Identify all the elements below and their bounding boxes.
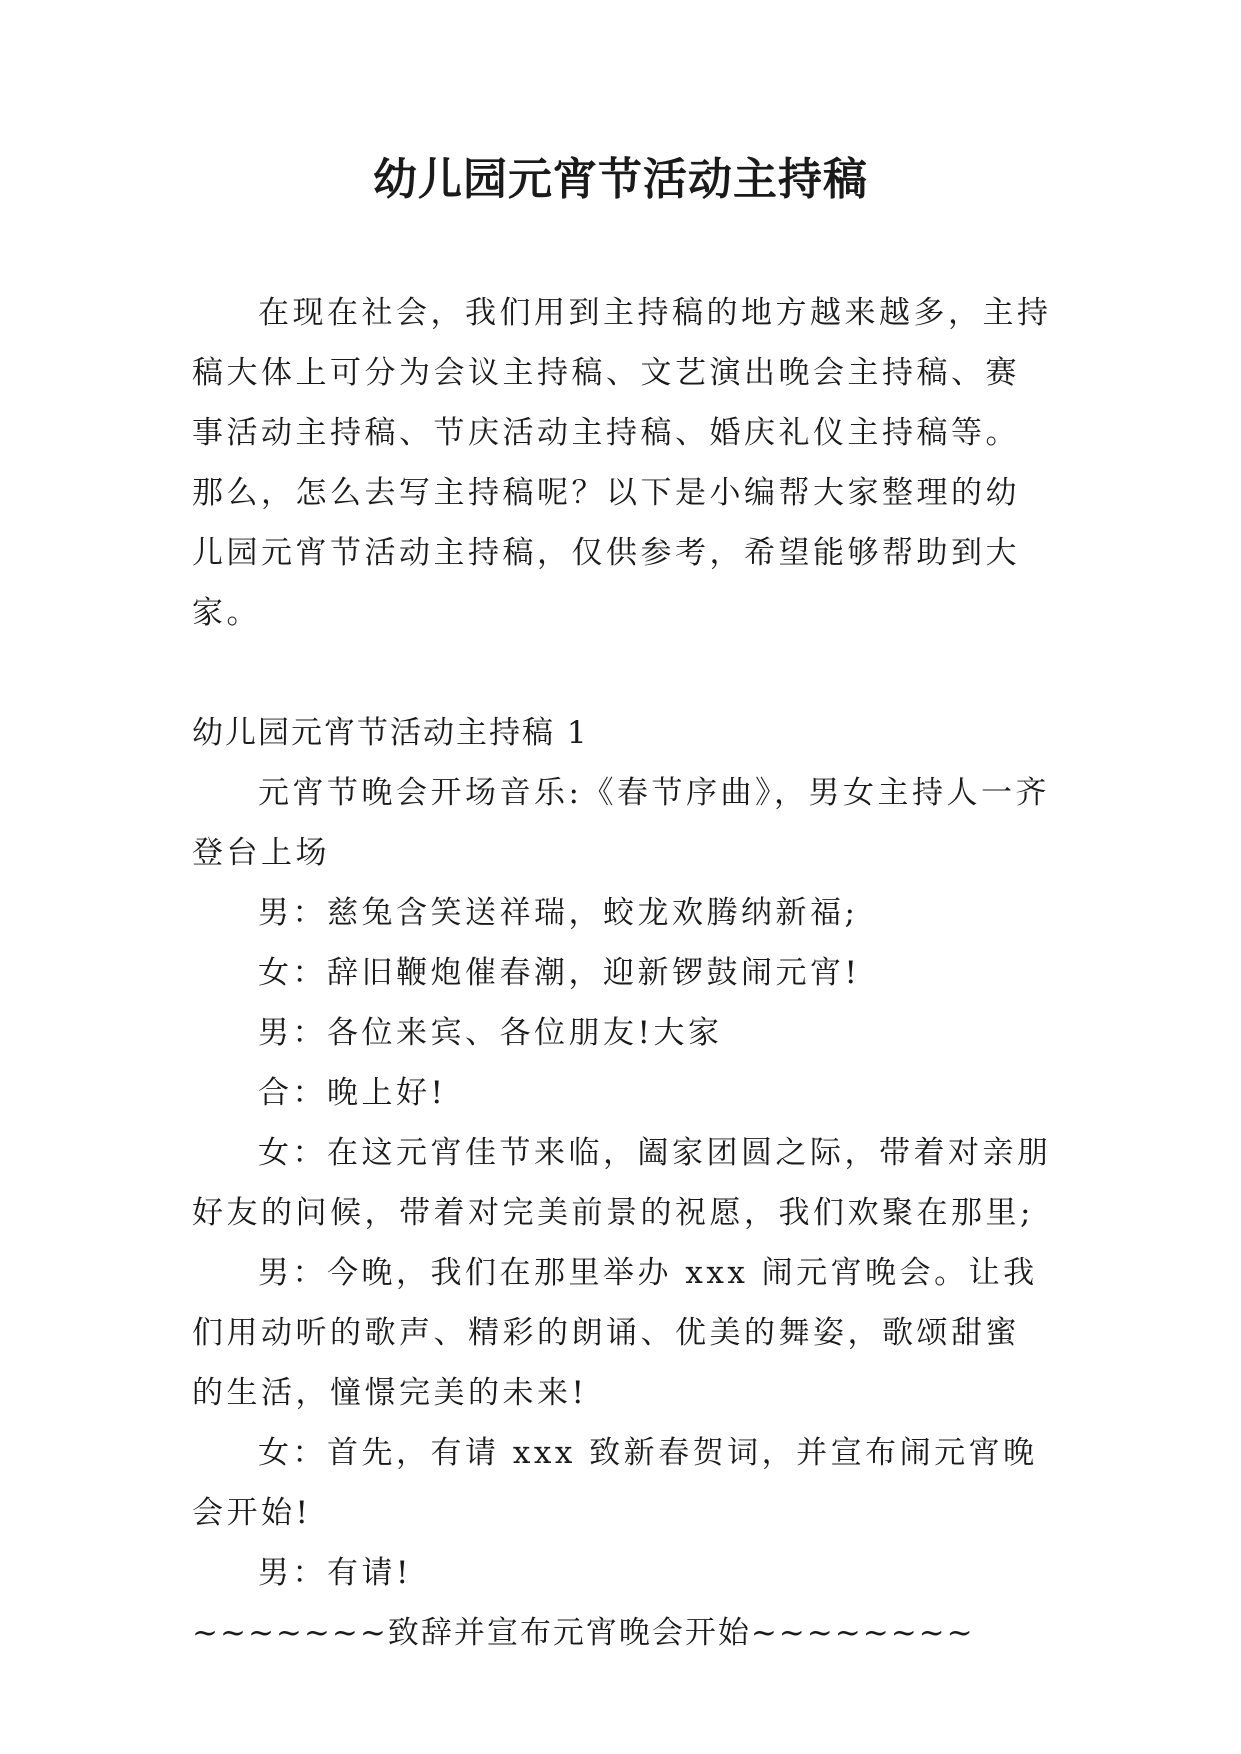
- paragraph-female-1: 女：辞旧鞭炮催春潮，迎新锣鼓闹元宵!: [258, 955, 861, 991]
- paragraph-female-3: 女：首先，有请 xxx 致新春贺词，并宣布闹元宵晚会开始!: [192, 1435, 1038, 1531]
- paragraph-male-2: 男：各位来宾、各位朋友!大家: [258, 1015, 723, 1051]
- paragraph-female-2: 女：在这元宵佳节来临，阖家团圆之际，带着对亲朋好友的问候，带着对完美前景的祝愿，我们欢聚在那里;: [192, 1135, 1052, 1231]
- closing-line: ~~~~~~~致辞并宣布元宵晚会开始~~~~~~~~: [192, 1615, 975, 1651]
- document-body: [192, 283, 1052, 1663]
- document-title: 幼儿园元宵节活动主持稿: [373, 154, 868, 205]
- paragraph-together: 合：晚上好!: [258, 1075, 447, 1111]
- paragraph-opening-music: 元宵节晚会开场音乐:《春节序曲》，男女主持人一齐登台上场: [192, 775, 1050, 871]
- intro-paragraph: 在现在社会，我们用到主持稿的地方越来越多，主持稿大体上可分为会议主持稿、文艺演出晚会主持稿、赛事活动主持稿、节庆活动主持稿、婚庆礼仪主持稿等。那么，怎么去写主持稿呢？以下是小编帮大家整理的幼儿园元宵节活动主持稿，仅供参考，希望能够帮助到大家。: [192, 295, 1052, 631]
- paragraph-male-3: 男：今晚，我们在那里举办 xxx 闹元宵晚会。让我们用动听的歌声、精彩的朗诵、优美的舞姿，歌颂甜蜜的生活，憧憬完美的未来!: [192, 1255, 1038, 1411]
- paragraph-male-4: 男：有请!: [258, 1555, 412, 1591]
- section-heading: 幼儿园元宵节活动主持稿 1: [192, 715, 589, 751]
- paragraph-male-1: 男：慈兔含笑送祥瑞，蛟龙欢腾纳新福;: [258, 895, 859, 931]
